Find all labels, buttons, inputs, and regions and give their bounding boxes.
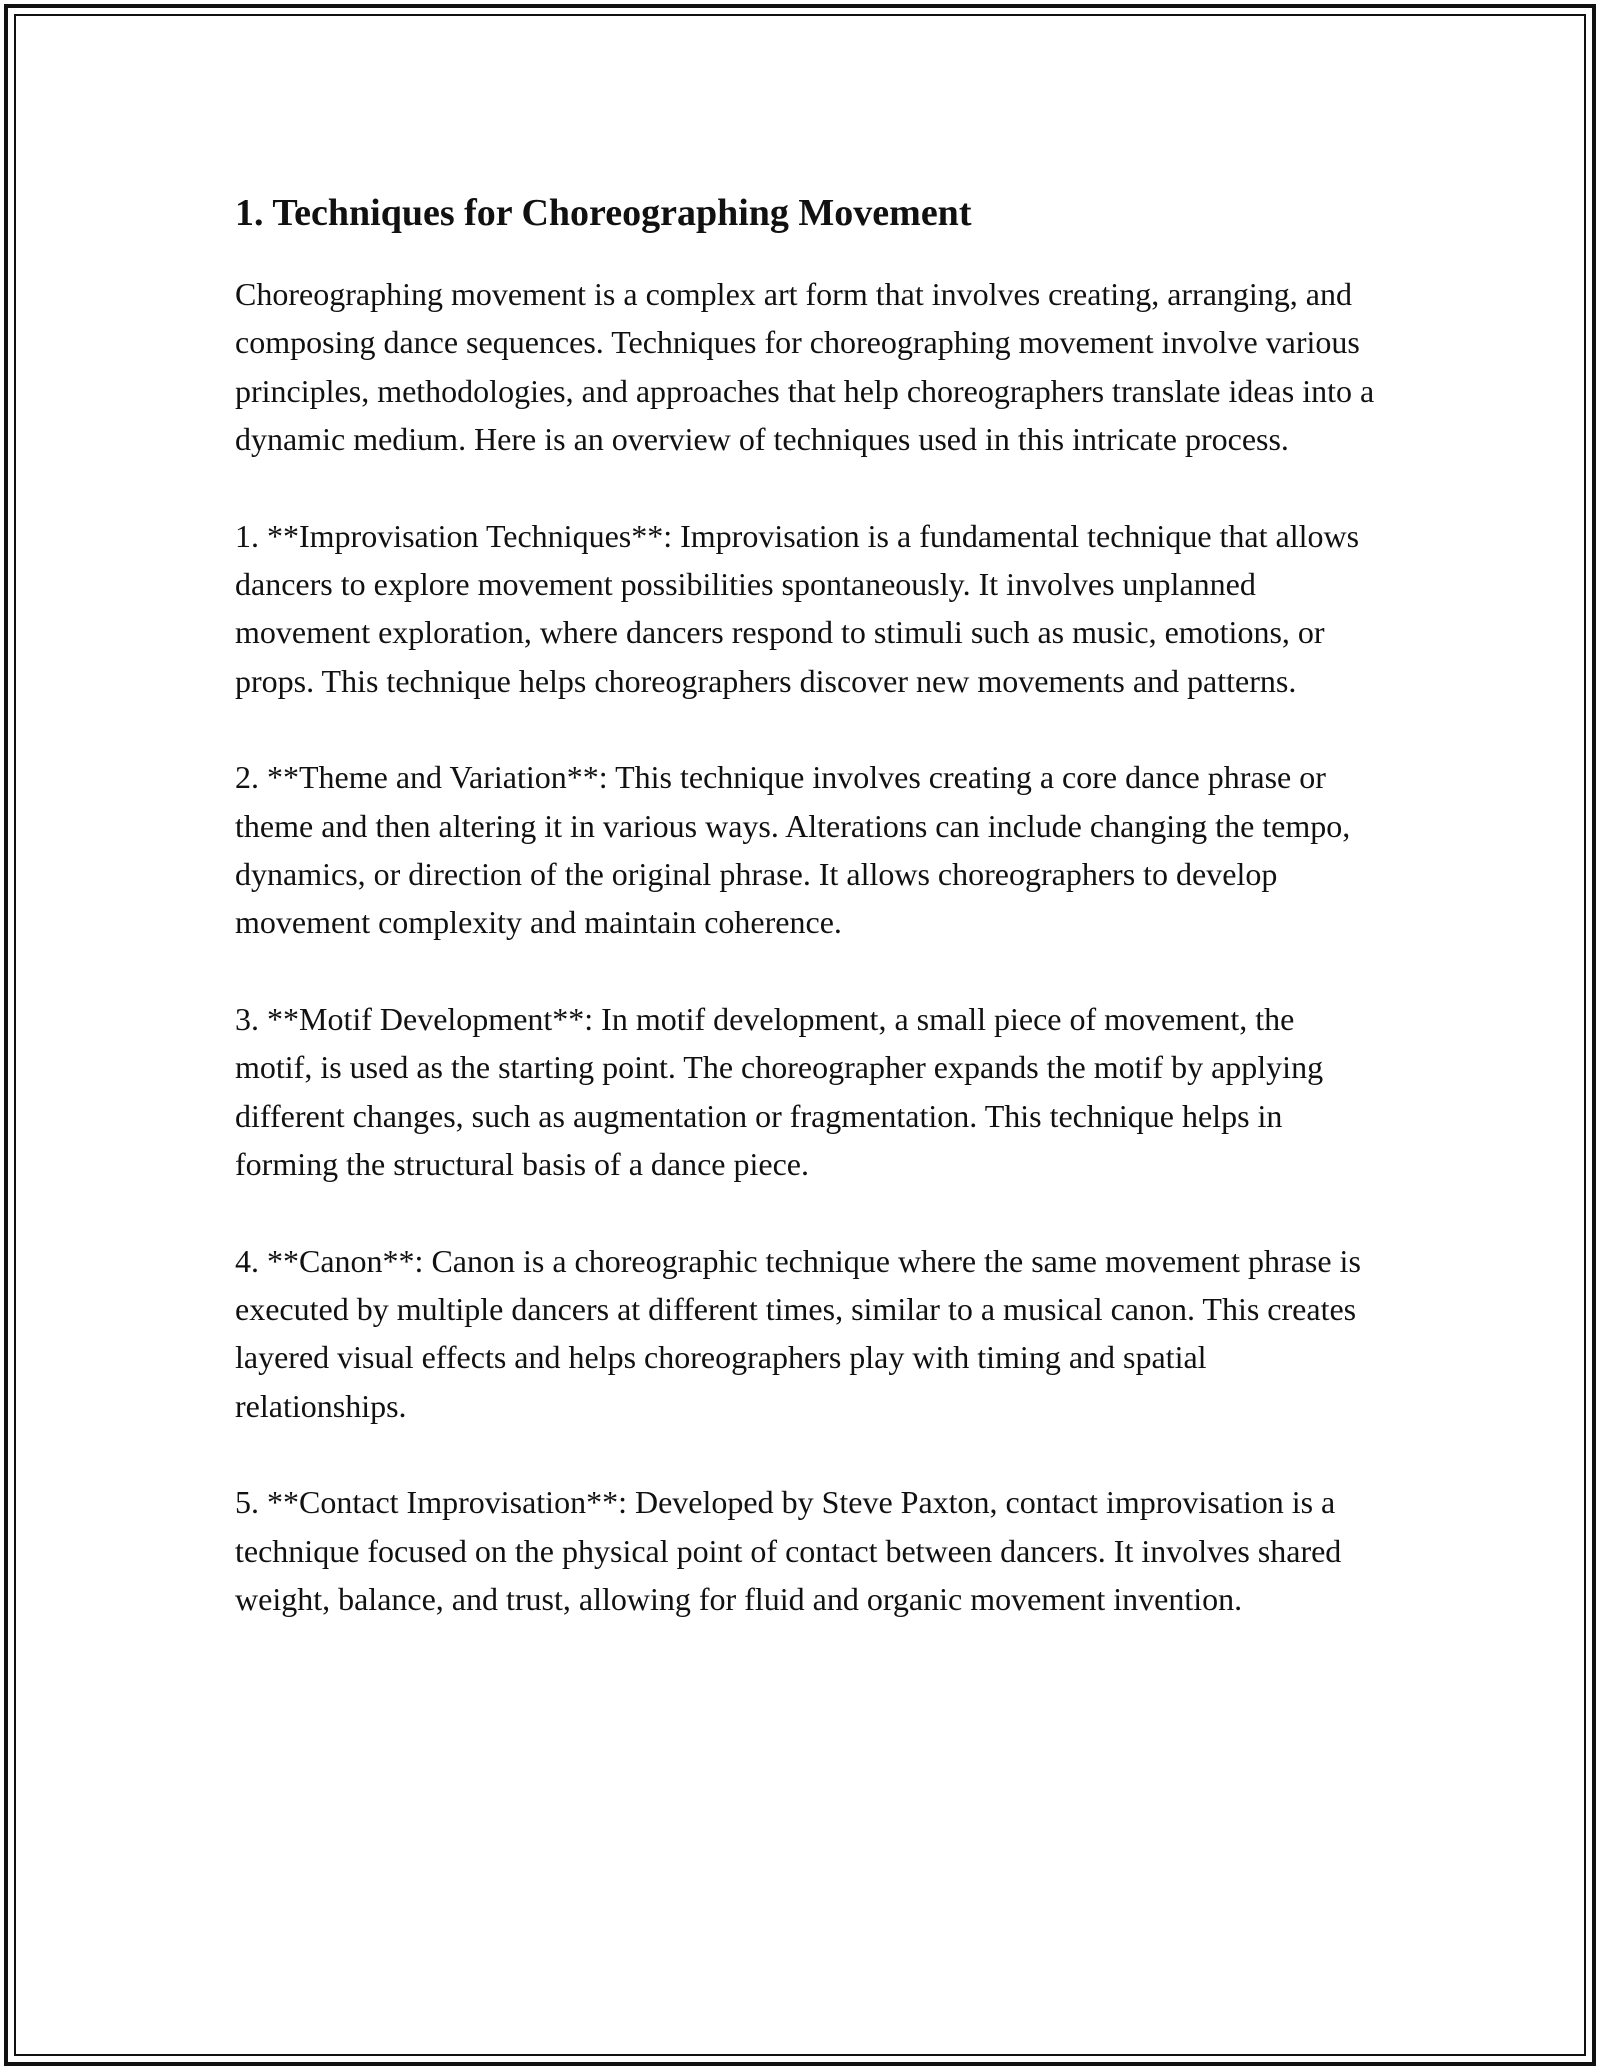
- motif-development-paragraph: 3. **Motif Development**: In motif development, a small piece of movement, the motif, is used as the starting point. The choreographer expands the motif by applying different changes, such as augmentation or fragmentation. This technique helps in forming the structural basis of a dance piece.: [235, 1000, 1324, 1183]
- section-title: 1. Techniques for Choreographing Movement: [235, 192, 972, 234]
- document-body: [235, 186, 1375, 1671]
- intro-paragraph: Choreographing movement is a complex art form that involves creating, arranging, and composing dance sequences. Techniques for choreographing movement involve various principles, methodologies, and approaches that help choreographers translate ideas into a dynamic medium. Here is an overview of techniques used in this intricate process.: [235, 276, 1375, 458]
- improvisation-techniques-paragraph: 1. **Improvisation Techniques**: Improvisation is a fundamental technique that allows dancers to explore movement possibilities spontaneously. It involves unplanned movement exploration, where dancers respond to stimuli such as music, emotions, or props. This technique helps choreographers discover new movements and patterns.: [235, 517, 1360, 699]
- theme-and-variation-paragraph: 2. **Theme and Variation**: This technique involves creating a core dance phrase or theme and then altering it in various ways. Alterations can include changing the tempo, dynamics, or direction of the original phrase. It allows choreographers to develop movement complexity and maintain coherence.: [235, 759, 1351, 941]
- canon-paragraph: 4. **Canon**: Canon is a choreographic technique where the same movement phrase is executed by multiple dancers at different times, similar to a musical canon. This creates layered visual effects and helps choreographers play with timing and spatial relationships.: [235, 1242, 1361, 1424]
- contact-improvisation-paragraph: 5. **Contact Improvisation**: Developed by Steve Paxton, contact improvisation is a technique focused on the physical point of contact between dancers. It involves shared weight, balance, and trust, allowing for fluid and organic movement invention.: [235, 1484, 1342, 1617]
